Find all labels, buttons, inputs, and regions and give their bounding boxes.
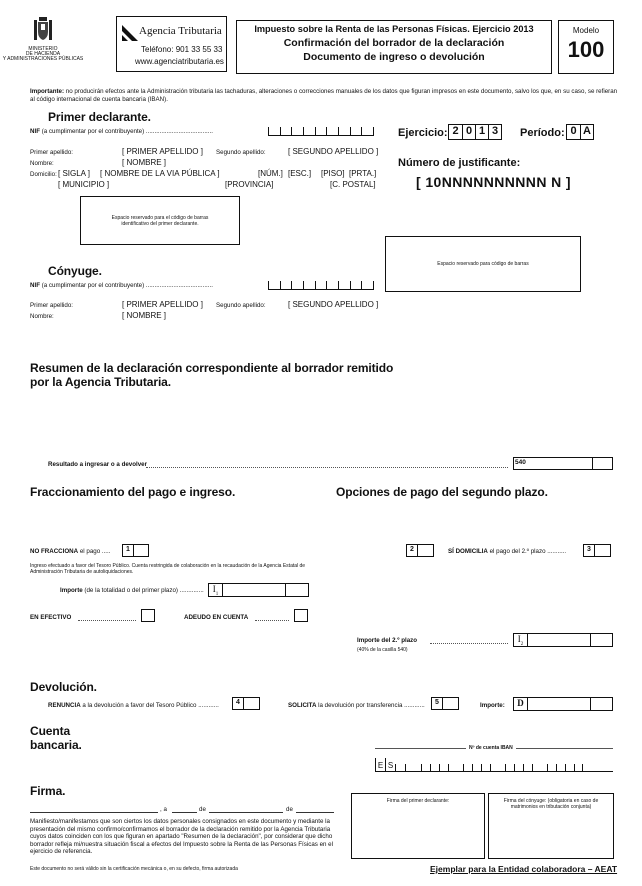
box-4: 4 xyxy=(232,697,244,710)
primer-prta: [PRTA.] xyxy=(349,169,377,178)
modelo-number: 100 xyxy=(567,37,605,62)
barcode-area xyxy=(385,236,581,292)
firma-de-2: de xyxy=(286,806,293,813)
conyuge-apellido2: [ SEGUNDO APELLIDO ] xyxy=(288,300,379,309)
box-i2: $I_2$ xyxy=(514,634,528,646)
box-d: D xyxy=(514,698,528,710)
form-title-box xyxy=(236,20,552,74)
iban-label: Nº de cuenta IBAN xyxy=(466,745,516,751)
ministry-line-2: DE HACIENDA xyxy=(25,51,61,57)
opciones-heading: Opciones de pago del segundo plazo. xyxy=(336,485,548,499)
primer-cpostal: [C. POSTAL] xyxy=(330,180,376,189)
box-i1: $I_1$ xyxy=(209,584,223,596)
primer-domicilio-label: Domicilio: xyxy=(30,171,57,178)
primer-barcode-area xyxy=(80,196,240,245)
primer-piso: [PISO] xyxy=(321,169,345,178)
nota-text: Este documento no será válido sin la certificación mecánica o, en su defecto, firma autorizada xyxy=(30,866,238,872)
efectivo-label: EN EFECTIVO xyxy=(30,614,72,621)
conyuge-nif-label: NIF (a cumplimentar por el contribuyente) ....................................... xyxy=(30,282,213,289)
agency-web: www.agenciatributaria.es xyxy=(135,57,224,66)
coat-of-arms-icon xyxy=(32,16,54,44)
primer-num: [NÚM.] xyxy=(258,169,283,178)
importe-i2-input[interactable] xyxy=(513,633,613,647)
firma-primer-label: Firma del primer declarante: xyxy=(386,798,450,804)
ejercicio-digits xyxy=(448,124,502,140)
primer-sigla: [ SIGLA ] xyxy=(58,169,91,178)
agency-phone: Teléfono: 901 33 55 33 xyxy=(141,45,223,54)
ministry-line-3: Y ADMINISTRACIONES PÚBLICAS xyxy=(2,56,84,62)
resultado-label: Resultado a ingresar o a devolver xyxy=(48,461,148,468)
agency-name: Agencia Tributaria xyxy=(139,25,222,37)
important-text: no producirán efectos ante la Administración tributaria las tachaduras, alteraciones o correcciones manuales de los datos que figuran impresos en este documento, salvo los que, en su caso, se refieran al código internacional de cuenta bancaria (IBAN). xyxy=(30,88,618,103)
firma-anio-line[interactable] xyxy=(296,812,334,813)
periodo-label: Período: xyxy=(520,127,565,139)
primer-nif-input[interactable] xyxy=(268,127,374,136)
primer-nif-label: NIF (a cumplimentar por el contribuyente) ....................................... xyxy=(30,128,213,135)
cuenta-heading-1: Cuenta xyxy=(30,724,71,738)
ejercicio-digit: 0 xyxy=(462,125,475,139)
ministry-line-1: MINISTERIO xyxy=(28,46,58,52)
adeudo-label: ADEUDO EN CUENTA xyxy=(184,614,249,621)
ejercicio-digit: 2 xyxy=(452,125,459,137)
firma-dia-line[interactable] xyxy=(172,812,197,813)
justificante-label: Número de justificante: xyxy=(398,157,521,169)
modelo-box xyxy=(558,20,614,74)
box-4-checkbox[interactable] xyxy=(232,697,260,710)
form-title-line-2: Confirmación del borrador de la declaración xyxy=(283,37,505,49)
iban-prefix-1: E xyxy=(375,758,385,771)
conyuge-nombre: [ NOMBRE ] xyxy=(122,311,167,320)
form-title-line-3: Documento de ingreso o devolución xyxy=(303,51,485,63)
firma-de-1: de xyxy=(199,806,206,813)
agency-box xyxy=(116,16,227,72)
primer-esc: [ESC.] xyxy=(288,169,312,178)
ministry-logo xyxy=(2,16,84,76)
firma-heading: Firma. xyxy=(30,784,66,798)
importe-label: Importe (de la totalidad o del primer plazo) .............. xyxy=(60,587,204,594)
form-title-line-1: Impuesto sobre la Renta de las Personas Físicas. Ejercicio 2013 xyxy=(254,24,534,34)
efectivo-checkbox[interactable] xyxy=(141,609,155,622)
box-5-checkbox[interactable] xyxy=(431,697,459,710)
no-fracciona-checkbox[interactable] xyxy=(122,544,149,557)
importe2-leader xyxy=(430,638,508,644)
primer-via: [ NOMBRE DE LA VIA PÚBLICA ] xyxy=(100,169,220,178)
firma-lugar-line[interactable] xyxy=(30,812,158,813)
primer-provincia: [PROVINCIA] xyxy=(225,180,274,189)
firma-conyuge-label: Firma del cónyuge: (obligatoria en caso de matrimonios en tributación conjunta) xyxy=(503,798,599,810)
box-3-checkbox[interactable] xyxy=(583,544,611,557)
periodo-digit: A xyxy=(580,125,593,139)
fraccionamiento-heading: Fraccionamiento del pago e ingreso. xyxy=(30,485,236,499)
conyuge-nif-input[interactable] xyxy=(268,281,374,290)
iban-input[interactable] xyxy=(375,758,613,772)
box-2: 2 xyxy=(406,544,418,557)
important-notice xyxy=(30,88,618,103)
si-domicilia-label: SÍ DOMICILIA el pago del 2.º plazo ........... xyxy=(448,548,567,555)
resumen-heading-2: por la Agencia Tributaria. xyxy=(30,375,171,389)
ejercicio-digit: 1 xyxy=(475,125,488,139)
primer-declarante-heading: Primer declarante. xyxy=(48,110,151,124)
solicita-label: SOLICITA la devolución por transferencia ............ xyxy=(288,702,425,709)
adeudo-checkbox[interactable] xyxy=(294,609,308,622)
primer-apellido1: [ PRIMER APELLIDO ] xyxy=(122,147,203,156)
ingreso-text: Ingreso efectuado a favor del Tesoro Público. Cuenta restringida de colaboración en la recaudación de la Agencia Estatal de Administración Tributaria de autoliquidaciones. xyxy=(30,563,306,575)
ejemplar-label: Ejemplar para la Entidad colaboradora – AEAT xyxy=(430,864,618,874)
resultado-input[interactable] xyxy=(513,457,613,470)
periodo-digits xyxy=(566,124,594,140)
periodo-digit: 0 xyxy=(570,125,577,137)
conyuge-apellido1: [ PRIMER APELLIDO ] xyxy=(122,300,203,309)
primer-barcode-text: Espacio reservado para el código de barras identificativo del primer declarante. xyxy=(111,214,209,227)
devolucion-importe-label: Importe: xyxy=(480,702,505,709)
conyuge-apellido1-label: Primer apellido: xyxy=(30,302,73,309)
justificante-number: [ 10NNNNNNNNNN N ] xyxy=(416,174,571,190)
primer-municipio: [ MUNICIPIO ] xyxy=(58,180,110,189)
adeudo-leader xyxy=(255,615,289,621)
important-label: Importante: xyxy=(30,88,65,95)
firma-primer-box[interactable] xyxy=(351,793,485,859)
agency-logo-icon xyxy=(120,23,140,43)
ejercicio-label: Ejercicio: xyxy=(398,127,448,139)
no-fracciona-label: NO FRACCIONA el pago ..... xyxy=(30,548,111,555)
box-3: 3 xyxy=(583,544,595,557)
resumen-heading-1: Resumen de la declaración correspondiente al borrador remitido xyxy=(30,361,394,375)
resultado-leader xyxy=(146,462,508,468)
conyuge-apellido2-label: Segundo apellido: xyxy=(216,302,266,309)
box-5: 5 xyxy=(431,697,443,710)
importe2-label: Importe del 2.º plazo xyxy=(357,637,418,644)
primer-nombre: [ NOMBRE ] xyxy=(122,158,167,167)
renuncia-label: RENUNCIA a la devolución a favor del Tesoro Público ............ xyxy=(48,702,219,709)
primer-apellido2-label: Segundo apellido: xyxy=(216,149,266,156)
box-1: 1 xyxy=(122,544,134,557)
importe2-hint: (40% de la casilla 540) xyxy=(357,647,408,653)
conyuge-nombre-label: Nombre: xyxy=(30,313,54,320)
ejercicio-digit: 3 xyxy=(488,125,501,139)
conyuge-heading: Cónyuge. xyxy=(48,264,102,278)
firma-conyuge-box[interactable] xyxy=(488,793,614,859)
firma-mes-line[interactable] xyxy=(209,812,283,813)
modelo-label: Modelo xyxy=(572,26,600,35)
efectivo-leader xyxy=(78,615,136,621)
importe-i1-input[interactable] xyxy=(208,583,309,597)
iban-prefix-2: S xyxy=(385,758,395,771)
firma-a: , a xyxy=(160,806,167,813)
cuenta-heading-2: bancaria. xyxy=(30,738,82,752)
importe-d-input[interactable] xyxy=(513,697,613,711)
casilla-540: 540 xyxy=(515,459,526,466)
primer-apellido1-label: Primer apellido: xyxy=(30,149,73,156)
box-2-checkbox[interactable] xyxy=(406,544,434,557)
primer-nombre-label: Nombre: xyxy=(30,160,54,167)
devolucion-heading: Devolución. xyxy=(30,680,97,694)
primer-apellido2: [ SEGUNDO APELLIDO ] xyxy=(288,147,379,156)
barcode-text: Espacio reservado para código de barras xyxy=(437,261,529,267)
manifiesto-text: Manifiesto/manifestamos que son ciertos los datos personales consignados en este documento y mediante la presentación del mismo confirmo/confirmamos el borrador de la declaración remitido por la Agencia Tributaria cuyos datos coinciden con los que figuran en apartado "Resumen de la declaración", por considerar que dicho borrador refleja mi/nuestra situación fiscal a efectos del Impuesto sobre la Renta de las Personas Físicas en el ejercicio de referencia. xyxy=(30,818,333,855)
